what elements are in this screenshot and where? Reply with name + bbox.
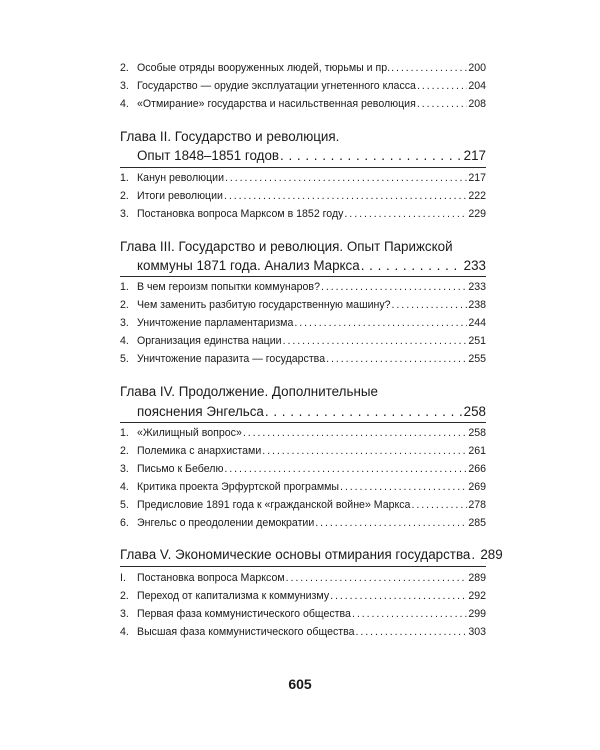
toc-entry: [120, 462, 486, 476]
dot-leader: [286, 571, 468, 585]
entry-page: 244: [468, 317, 486, 329]
chapter-rule: [120, 167, 486, 168]
entry-page: 292: [468, 590, 486, 602]
entry-number: 3.: [120, 208, 129, 220]
toc-entry: [120, 207, 486, 221]
dot-leader: [411, 498, 467, 512]
toc-entry: [120, 316, 486, 330]
dot-leader: [417, 97, 467, 111]
toc-entry: [120, 498, 486, 512]
entry-page: 289: [468, 572, 486, 584]
entry-number: 3.: [120, 463, 129, 475]
toc-entry: [120, 298, 486, 312]
entry-title: Особые отряды вооруженных людей, тюрьмы и пр.: [137, 62, 391, 74]
toc-entry: [120, 607, 486, 621]
toc-entry: [120, 352, 486, 366]
chapter-title: Опыт 1848–1851 годов: [137, 148, 280, 163]
entry-page: 258: [468, 427, 486, 439]
entry-title: Критика проекта Эрфуртской программы: [137, 481, 340, 493]
chapter-rule: [120, 566, 486, 567]
chapter-heading-continued: [137, 147, 486, 164]
entry-title: Постановка вопроса Марксом в 1852 году: [137, 208, 344, 220]
entry-number: I.: [120, 572, 126, 584]
entry-page: 266: [468, 463, 486, 475]
chapter-heading: Глава II. Государство и революция.: [120, 129, 340, 144]
entry-page: 208: [468, 98, 486, 110]
entry-title: Уничтожение паразита — государства: [137, 353, 326, 365]
entry-title: Постановка вопроса Марксом: [137, 572, 285, 584]
toc-entry: [120, 571, 486, 585]
entry-page: 269: [468, 481, 486, 493]
dot-leader: [417, 79, 467, 93]
entry-page: 229: [468, 208, 486, 220]
entry-number: 4.: [120, 335, 129, 347]
dot-leader: [224, 462, 467, 476]
entry-number: 3.: [120, 80, 129, 92]
chapter-page: 258: [463, 404, 486, 419]
dot-leader: [340, 480, 467, 494]
entry-title: «Отмирание» государства и насильственная революция: [137, 98, 416, 110]
entry-number: 3.: [120, 608, 129, 620]
entry-page: 222: [468, 190, 486, 202]
entry-title: Канун революции: [137, 172, 224, 184]
entry-title: Организация единства нации: [137, 335, 282, 347]
toc-entry: [120, 79, 486, 93]
entry-number: 3.: [120, 317, 129, 329]
entry-number: 2.: [120, 299, 129, 311]
dot-leader: [330, 589, 467, 603]
dot-leader: [225, 171, 467, 185]
dot-leader: [262, 444, 467, 458]
entry-title: Уничтожение парламентаризма: [137, 317, 294, 329]
dot-leader: [326, 352, 467, 366]
entry-page: 285: [468, 517, 486, 529]
dot-leader: [265, 403, 463, 420]
entry-number: 4.: [120, 98, 129, 110]
dot-leader: [361, 257, 463, 274]
dot-leader: [356, 625, 468, 639]
chapter-page: 289: [480, 547, 503, 562]
chapter-heading-continued: [137, 403, 486, 420]
toc-entry: [120, 426, 486, 440]
dot-leader: [294, 316, 467, 330]
dot-leader: [315, 516, 467, 530]
entry-title: Предисловие 1891 года к «гражданской войне» Маркса: [137, 499, 411, 511]
entry-page: 255: [468, 353, 486, 365]
dot-leader: [344, 207, 467, 221]
toc-entry: [120, 516, 486, 530]
entry-title: В чем героизм попытки коммунаров?: [137, 281, 320, 293]
entry-title: Высшая фаза коммунистического общества: [137, 626, 355, 638]
entry-title: Энгельс о преодолении демократии: [137, 517, 315, 529]
entry-number: 4.: [120, 481, 129, 493]
entry-title: Переход от капитализма к коммунизму: [137, 590, 330, 602]
dot-leader: [321, 280, 467, 294]
dot-leader: [392, 298, 468, 312]
entry-number: 5.: [120, 353, 129, 365]
toc-entry: [120, 444, 486, 458]
entry-number: 2.: [120, 62, 129, 74]
entry-number: 1.: [120, 427, 129, 439]
dot-leader: [283, 334, 468, 348]
entry-number: 2.: [120, 590, 129, 602]
chapter-heading: [120, 546, 503, 563]
toc-entry: [120, 280, 486, 294]
toc-entry: [120, 625, 486, 639]
entry-number: 1.: [120, 281, 129, 293]
chapter-rule: [120, 422, 486, 423]
entry-page: 217: [468, 172, 486, 184]
chapter-rule: [120, 276, 486, 277]
entry-title: Чем заменить разбитую государственную машину?: [137, 299, 391, 311]
chapter-heading: Глава IV. Продолжение. Дополнительные: [120, 384, 378, 399]
entry-page: 278: [468, 499, 486, 511]
entry-page: 251: [468, 335, 486, 347]
entry-page: 238: [468, 299, 486, 311]
dot-leader: [224, 189, 467, 203]
chapter-title: пояснения Энгельса: [137, 404, 264, 419]
entry-title: Полемика с анархистами: [137, 445, 262, 457]
chapter-page: 233: [463, 258, 486, 273]
chapter-heading: Глава III. Государство и революция. Опыт Парижской: [120, 239, 453, 254]
entry-title: Письмо к Бебелю: [137, 463, 224, 475]
toc-entry: [120, 334, 486, 348]
chapter-heading-continued: [137, 257, 486, 274]
toc-entry: [120, 97, 486, 111]
entry-number: 5.: [120, 499, 129, 511]
entry-title: «Жилищный вопрос»: [137, 427, 242, 439]
dot-leader: [280, 147, 463, 164]
entry-number: 6.: [120, 517, 129, 529]
entry-page: 204: [468, 80, 486, 92]
entry-page: 261: [468, 445, 486, 457]
dot-leader: [391, 61, 467, 75]
page-number: 605: [288, 676, 312, 692]
chapter-title: Глава V. Экономические основы отмирания государства: [120, 547, 471, 562]
chapter-title: коммуны 1871 года. Анализ Маркса: [137, 258, 360, 273]
entry-number: 2.: [120, 190, 129, 202]
toc-entry: [120, 589, 486, 603]
dot-leader: [352, 607, 467, 621]
entry-title: Итоги революции: [137, 190, 223, 202]
toc-entry: [120, 171, 486, 185]
toc-entry: [120, 189, 486, 203]
toc-entry: [120, 480, 486, 494]
toc-entry: [120, 61, 486, 75]
entry-number: 4.: [120, 626, 129, 638]
entry-page: 303: [468, 626, 486, 638]
entry-page: 233: [468, 281, 486, 293]
dot-leader: [471, 546, 479, 563]
dot-leader: [243, 426, 467, 440]
entry-page: 299: [468, 608, 486, 620]
entry-title: Государство — орудие эксплуатации угнетенного класса: [137, 80, 416, 92]
entry-page: 200: [468, 62, 486, 74]
entry-title: Первая фаза коммунистического общества: [137, 608, 351, 620]
chapter-page: 217: [463, 148, 486, 163]
entry-number: 2.: [120, 445, 129, 457]
entry-number: 1.: [120, 172, 129, 184]
